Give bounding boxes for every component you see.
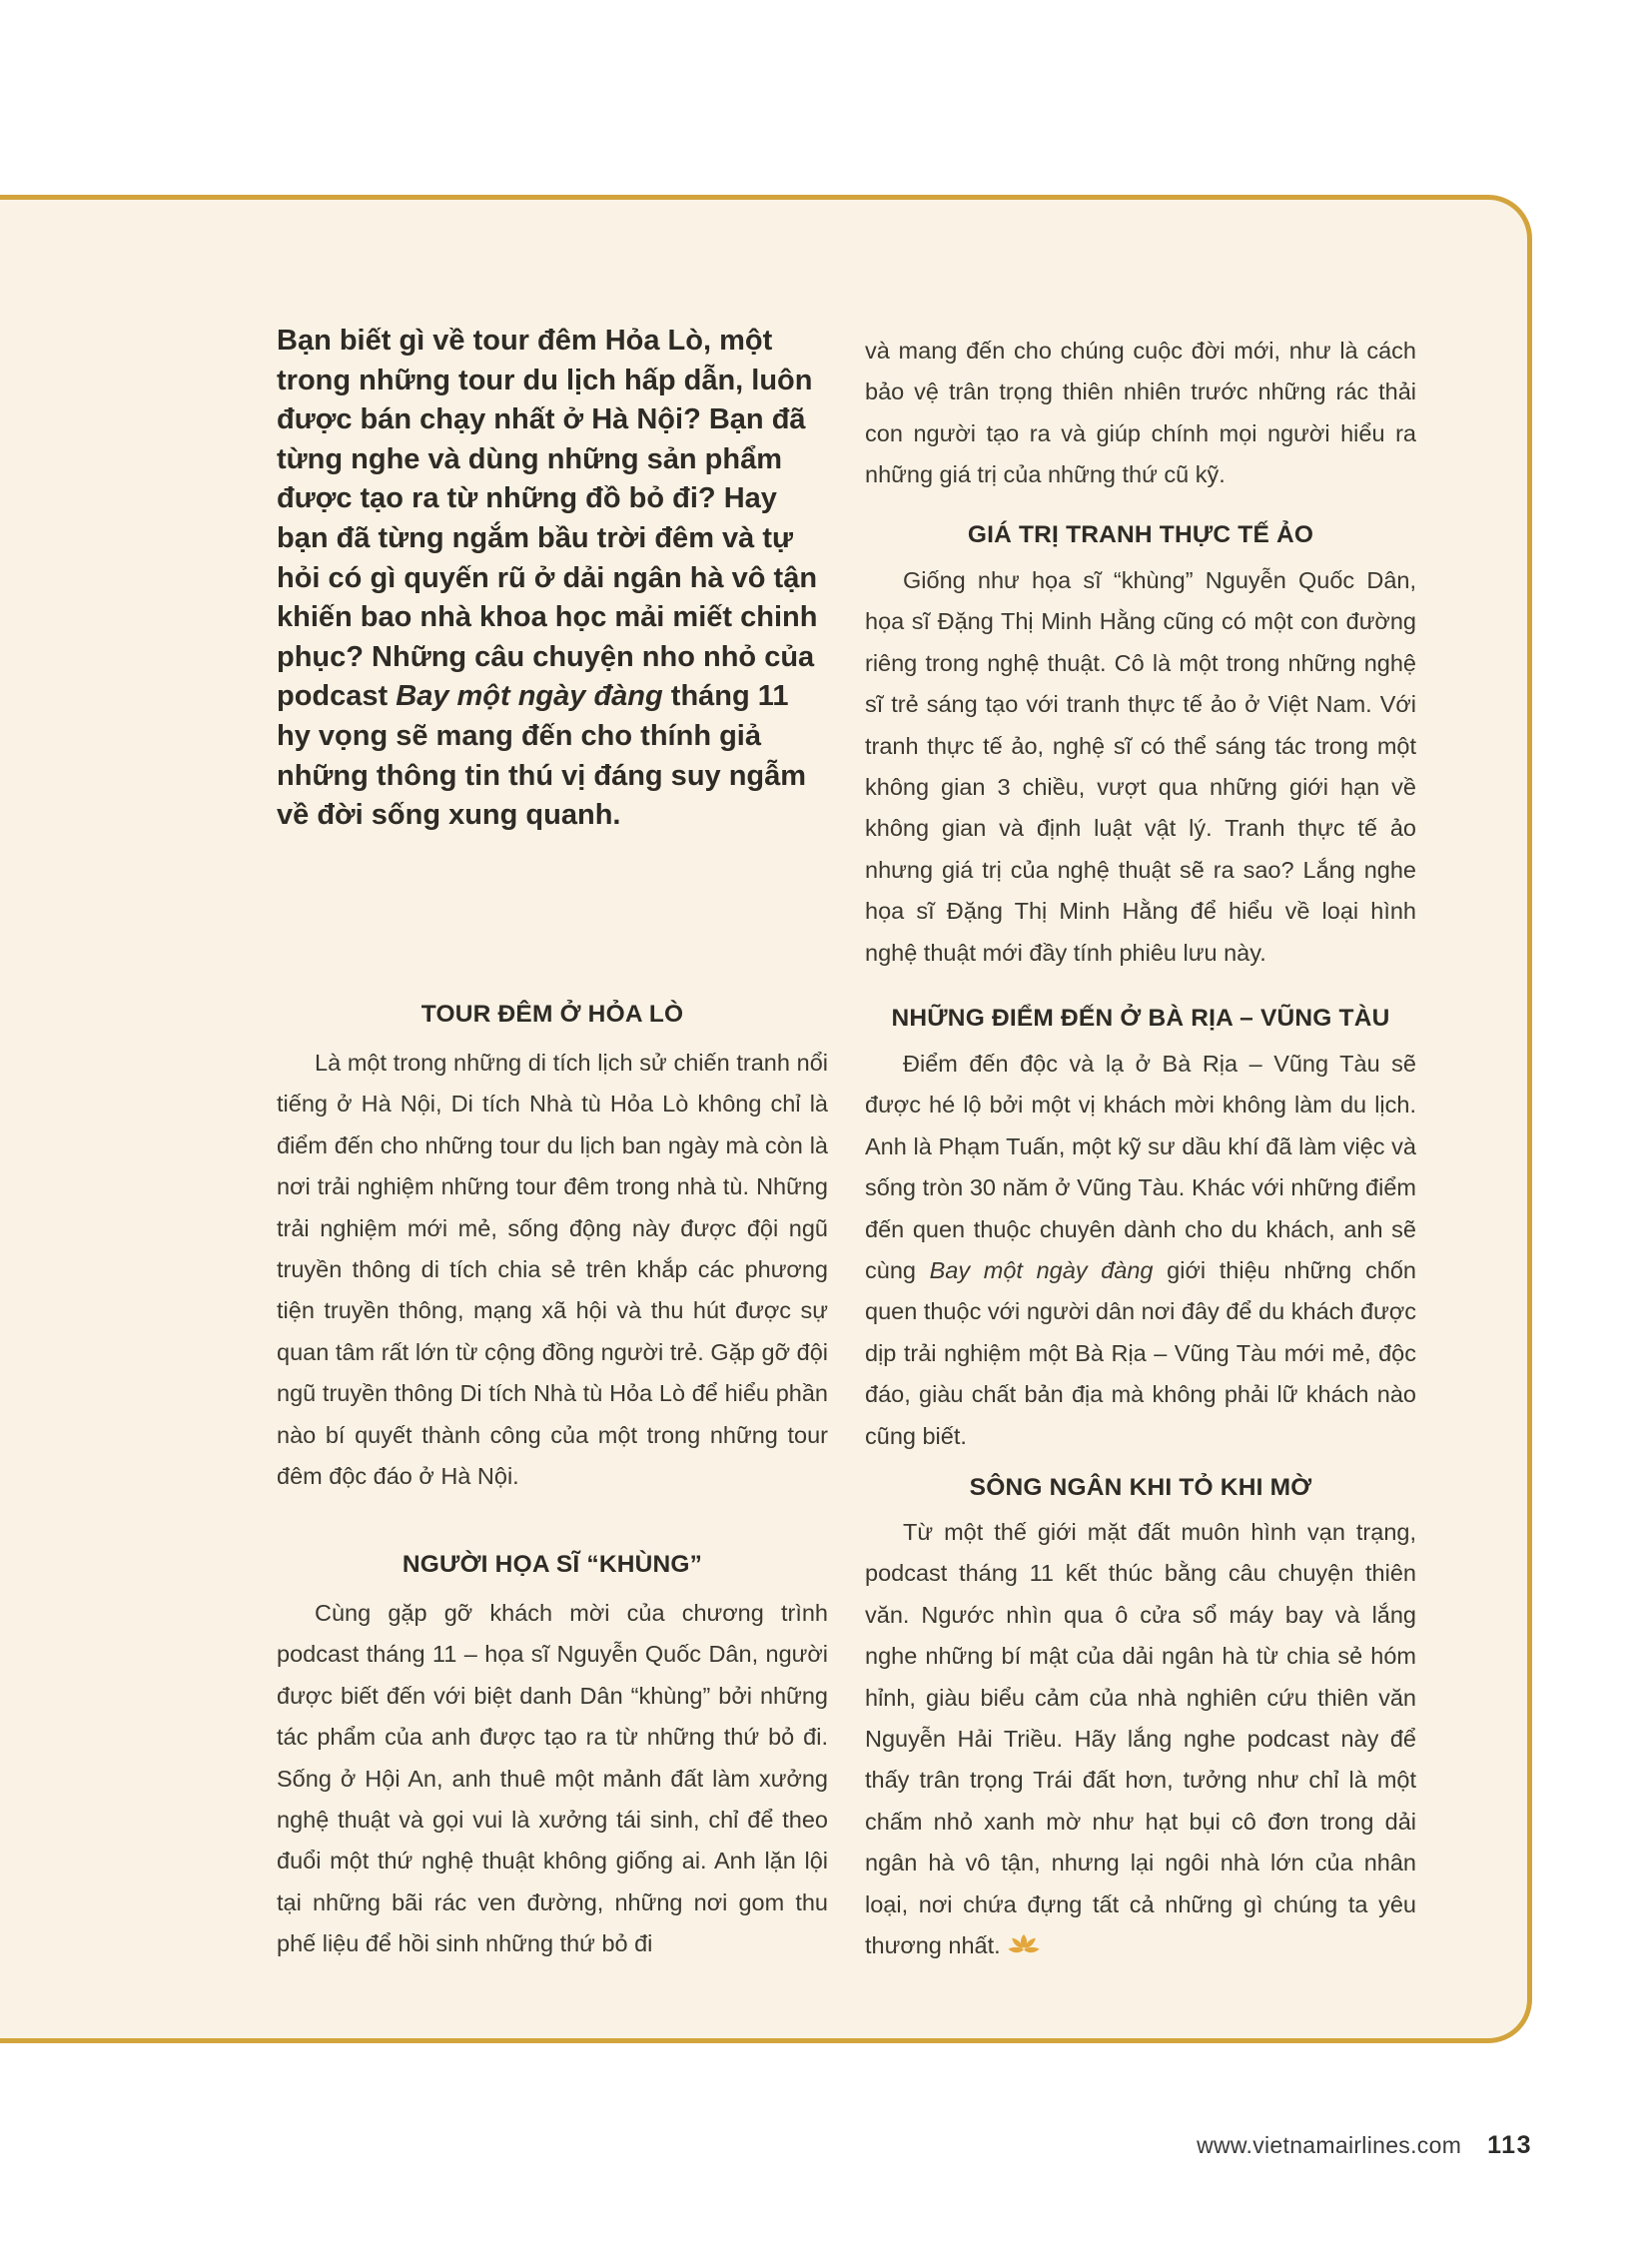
footer-url: www.vietnamairlines.com <box>1197 2132 1462 2158</box>
lotus-icon <box>1007 1932 1041 1958</box>
section-heading-gia-tri-tranh-thuc-te-ao: GIÁ TRỊ TRANH THỰC TẾ ẢO <box>967 521 1314 548</box>
footer-page-number: 113 <box>1487 2131 1532 2159</box>
section-body-song-ngan <box>865 1512 1416 1966</box>
section-body-diem-den-ba-ria-vung-tau: Điểm đến độc và lạ ở Bà Rịa – Vũng Tàu sẽ được hé lộ bởi một vị khách mời không làm du lịch. Anh là Phạm Tuấn, một kỹ sư dầu khí đã làm việc và sống tròn 30 năm ở Vũng Tàu. Khác với những điểm đến quen thuộc chuyên dành cho du khách, anh sẽ cùng Bay một ngày đàng giới thiệu những chốn quen thuộc với người dân nơi đây để du khách được dịp trải nghiệm một Bà Rịa – Vũng Tàu mới mẻ, độc đáo, giàu chất bản địa mà không phải lữ khách nào cũng biết. <box>865 1051 1416 1449</box>
section-body-nguoi-hoa-si-khung: Cùng gặp gỡ khách mời của chương trình podcast tháng 11 – họa sĩ Nguyễn Quốc Dân, người được biết đến với biệt danh Dân “khùng” bởi những tác phẩm của anh được tạo ra từ những thứ bỏ đi. Sống ở Hội An, anh thuê một mảnh đất làm xưởng nghệ thuật và gọi vui là xưởng tái sinh, chỉ để theo đuổi một thứ nghệ thuật không giống ai. Anh lặn lội tại những bãi rác ven đường, những nơi gom thu phế liệu để hồi sinh những thứ bỏ đi <box>277 1600 828 1957</box>
section-heading-tour-dem-hoa-lo: TOUR ĐÊM Ở HỎA LÒ <box>420 1001 684 1028</box>
page-footer <box>1033 2131 1532 2160</box>
section-body-tour-dem-hoa-lo: Là một trong những di tích lịch sử chiến tranh nổi tiếng ở Hà Nội, Di tích Nhà tù Hỏa Lò không chỉ là điểm đến cho những tour du lịch ban ngày mà còn là nơi trải nghiệm những tour đêm trong nhà tù. Những trải nghiệm mới mẻ, sống động này được đội ngũ truyền thông di tích chia sẻ trên khắp các phương tiện truyền thông, mạng xã hội và thu hút được sự quan tâm rất lớn từ cộng đồng người trẻ. Gặp gỡ đội ngũ truyền thông Di tích Nhà tù Hỏa Lò để hiểu phần nào bí quyết thành công của một trong những tour đêm độc đáo ở Hà Nội. <box>277 1050 828 1490</box>
intro-paragraph: Bạn biết gì về tour đêm Hỏa Lò, một trong những tour du lịch hấp dẫn, luôn được bán chạy nhất ở Hà Nội? Bạn đã từng nghe và dùng những sản phẩm được tạo ra từ những đồ bỏ đi? Hay bạn đã từng ngắm bầu trời đêm và tự hỏi có gì quyến rũ ở dải ngân hà vô tận khiến bao nhà khoa học mải miết chinh phục? Những câu chuyện nho nhỏ của podcast Bay một ngày đàng tháng 11 hy vọng sẽ mang đến cho thính giả những thông tin thú vị đáng suy ngẫm về đời sống xung quanh. <box>277 325 818 832</box>
section-body-song-ngan-text: Từ một thế giới mặt đất muôn hình vạn trạng, podcast tháng 11 kết thúc bằng câu chuyện thiên văn. Ngước nhìn qua ô cửa sổ máy bay và lắng nghe những bí mật của dải ngân hà từ chia sẻ hóm hỉnh, giàu biểu cảm của nhà nghiên cứu thiên văn Nguyễn Hải Triều. Hãy lắng nghe podcast này để thấy trân trọng Trái đất hơn, tưởng như chỉ là một chấm nhỏ xanh mờ như hạt bụi cô đơn trong dải ngân hà vô tận, nhưng lại ngôi nhà lớn của nhân loại, nơi chứa đựng tất cả những gì chúng ta yêu thương nhất. <box>865 1519 1416 1959</box>
section-heading-diem-den-ba-ria-vung-tau: NHỮNG ĐIỂM ĐẾN Ở BÀ RỊA – VŨNG TÀU <box>891 1005 1390 1032</box>
section-body-gia-tri-tranh-thuc-te-ao: Giống như họa sĩ “khùng” Nguyễn Quốc Dân, họa sĩ Đặng Thị Minh Hằng cũng có một con đường riêng trong nghệ thuật. Cô là một trong những nghệ sĩ trẻ sáng tạo với tranh thực tế ảo ở Việt Nam. Với tranh thực tế ảo, nghệ sĩ có thể sáng tác trong một không gian 3 chiều, vượt qua những giới hạn về không gian và định luật vật lý. Tranh thực tế ảo nhưng giá trị của nghệ thuật sẽ ra sao? Lắng nghe họa sĩ Đặng Thị Minh Hằng để hiểu về loại hình nghệ thuật mới đầy tính phiêu lưu này. <box>865 567 1416 966</box>
section-heading-song-ngan: SÔNG NGÂN KHI TỎ KHI MỜ <box>969 1474 1312 1501</box>
continuation-paragraph: và mang đến cho chúng cuộc đời mới, như là cách bảo vệ trân trọng thiên nhiên trước những rác thải con người tạo ra và giúp chính mọi người hiểu ra những giá trị của những thứ cũ kỹ. <box>865 338 1416 488</box>
section-heading-nguoi-hoa-si-khung: NGƯỜI HỌA SĨ “KHÙNG” <box>402 1551 703 1578</box>
